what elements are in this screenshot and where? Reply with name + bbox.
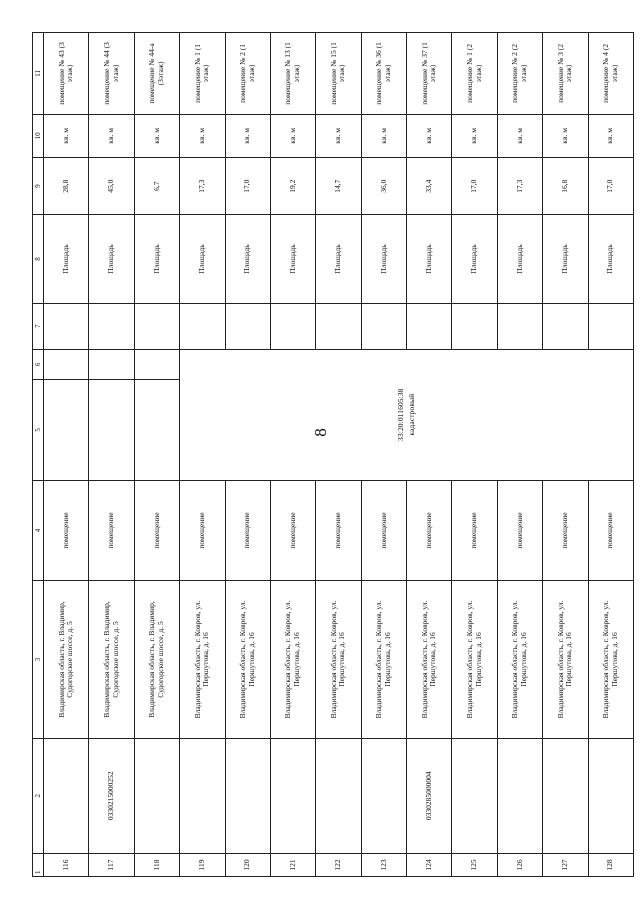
parameter-type: Площадь bbox=[497, 215, 542, 303]
empty-cell bbox=[89, 303, 134, 349]
unit-of-measure: кв. м bbox=[361, 114, 406, 157]
parameter-value: 33,4 bbox=[407, 157, 452, 215]
parameter-type: Площадь bbox=[407, 215, 452, 303]
parameter-type: Площадь bbox=[452, 215, 497, 303]
empty-cell bbox=[134, 380, 179, 481]
parameter-type: Площадь bbox=[89, 215, 134, 303]
parameter-type: Площадь bbox=[180, 215, 225, 303]
object-type: помещение bbox=[361, 480, 406, 581]
parameter-type: Площадь bbox=[134, 215, 179, 303]
object-type: помещение bbox=[316, 480, 361, 581]
column-number: 11 bbox=[33, 33, 44, 115]
parameter-value: 28,8 bbox=[44, 157, 89, 215]
row-number: 121 bbox=[270, 853, 315, 876]
empty-cell bbox=[44, 380, 89, 481]
empty-cell bbox=[225, 303, 270, 349]
parameter-type: Площадь bbox=[44, 215, 89, 303]
object-type: помещение bbox=[180, 480, 225, 581]
empty-cell bbox=[316, 303, 361, 349]
empty-cell bbox=[134, 349, 179, 379]
premises-name: помещение № 44-а (3этаж) bbox=[134, 33, 179, 115]
premises-name: помещение № 1 (1 этаж) bbox=[180, 33, 225, 115]
parameter-value: 16,8 bbox=[543, 157, 588, 215]
object-type: помещение bbox=[89, 480, 134, 581]
parameter-value: 6,7 bbox=[134, 157, 179, 215]
shared-cadastral-cell bbox=[180, 349, 634, 480]
inventory-number bbox=[497, 738, 542, 853]
empty-cell bbox=[89, 380, 134, 481]
parameter-type: Площадь bbox=[361, 215, 406, 303]
object-type: помещение bbox=[497, 480, 542, 581]
table-row bbox=[180, 33, 225, 877]
inventory-number bbox=[588, 738, 634, 853]
parameter-value: 17,0 bbox=[452, 157, 497, 215]
unit-of-measure: кв. м bbox=[270, 114, 315, 157]
column-number: 5 bbox=[33, 380, 44, 481]
column-number: 9 bbox=[33, 157, 44, 215]
unit-of-measure: кв. м bbox=[316, 114, 361, 157]
row-number: 124 bbox=[407, 853, 452, 876]
row-number: 128 bbox=[588, 853, 634, 876]
parameter-type: Площадь bbox=[270, 215, 315, 303]
premises-name: помещение № 44 (3 этаж) bbox=[89, 33, 134, 115]
parameter-type: Площадь bbox=[316, 215, 361, 303]
row-number: 116 bbox=[44, 853, 89, 876]
parameter-type: Площадь bbox=[543, 215, 588, 303]
object-address: Владимирская область, г. Ковров, ул. Першутова, д. 16 bbox=[452, 581, 497, 738]
premises-name: помещение № 36 (1 этаж) bbox=[361, 33, 406, 115]
empty-cell bbox=[44, 349, 89, 379]
table-row bbox=[89, 33, 134, 877]
premises-name: помещение № 13 (1 этаж) bbox=[270, 33, 315, 115]
parameter-type: Площадь bbox=[225, 215, 270, 303]
rotated-table-wrapper bbox=[32, 32, 634, 877]
parameter-value: 14,7 bbox=[316, 157, 361, 215]
row-number: 117 bbox=[89, 853, 134, 876]
page-number: 8 bbox=[310, 428, 330, 437]
unit-of-measure: кв. м bbox=[407, 114, 452, 157]
row-number: 127 bbox=[543, 853, 588, 876]
inventory-number: 0330285000004 bbox=[407, 738, 452, 853]
column-number: 6 bbox=[33, 349, 44, 379]
object-address: Владимирская область, г. Ковров, ул. Першутова, д. 16 bbox=[225, 581, 270, 738]
unit-of-measure: кв. м bbox=[180, 114, 225, 157]
inventory-number bbox=[361, 738, 406, 853]
premises-name: помещение № 1 (2 этаж) bbox=[452, 33, 497, 115]
premises-name: помещение № 37 (1 этаж) bbox=[407, 33, 452, 115]
row-number: 122 bbox=[316, 853, 361, 876]
object-type: помещение bbox=[407, 480, 452, 581]
parameter-value: 45,0 bbox=[89, 157, 134, 215]
empty-cell bbox=[588, 303, 634, 349]
object-address: Владимирская область, г. Ковров, ул. Першутова, д. 16 bbox=[588, 581, 634, 738]
inventory-number bbox=[270, 738, 315, 853]
object-address: Владимирская область, г. Ковров, ул. Першутова, д. 16 bbox=[543, 581, 588, 738]
inventory-number bbox=[225, 738, 270, 853]
parameter-type: Площадь bbox=[588, 215, 634, 303]
parameter-value: 19,2 bbox=[270, 157, 315, 215]
object-address: Владимирская область, г. Владимир, Судогодское шоссе, д. 5 bbox=[44, 581, 89, 738]
empty-cell bbox=[270, 303, 315, 349]
object-address: Владимирская область, г. Ковров, ул. Першутова, д. 16 bbox=[497, 581, 542, 738]
cadastral-number-type: кадастровый bbox=[406, 393, 416, 436]
column-number: 1 bbox=[33, 853, 44, 876]
unit-of-measure: кв. м bbox=[452, 114, 497, 157]
empty-cell bbox=[180, 303, 225, 349]
parameter-value: 17,0 bbox=[225, 157, 270, 215]
unit-of-measure: кв. м bbox=[543, 114, 588, 157]
unit-of-measure: кв. м bbox=[497, 114, 542, 157]
empty-cell bbox=[44, 303, 89, 349]
column-number: 3 bbox=[33, 581, 44, 738]
column-number: 4 bbox=[33, 480, 44, 581]
object-address: Владимирская область, г. Ковров, ул. Першутова, д. 16 bbox=[361, 581, 406, 738]
unit-of-measure: кв. м bbox=[134, 114, 179, 157]
row-number: 118 bbox=[134, 853, 179, 876]
unit-of-measure: кв. м bbox=[588, 114, 634, 157]
object-type: помещение bbox=[134, 480, 179, 581]
inventory-number bbox=[134, 738, 179, 853]
inventory-number bbox=[316, 738, 361, 853]
object-type: помещение bbox=[543, 480, 588, 581]
parameter-value: 36,0 bbox=[361, 157, 406, 215]
premises-name: помещение № 3 (2 этаж) bbox=[543, 33, 588, 115]
inventory-number bbox=[44, 738, 89, 853]
empty-cell bbox=[452, 303, 497, 349]
premises-name: помещение № 15 (1 этаж) bbox=[316, 33, 361, 115]
column-number: 2 bbox=[33, 738, 44, 853]
object-address: Владимирская область, г. Владимир, Судогодское шоссе, д. 5 bbox=[89, 581, 134, 738]
object-type: помещение bbox=[452, 480, 497, 581]
row-number: 123 bbox=[361, 853, 406, 876]
parameter-value: 17,3 bbox=[497, 157, 542, 215]
object-address: Владимирская область, г. Ковров, ул. Першутова, д. 16 bbox=[180, 581, 225, 738]
object-address: Владимирская область, г. Ковров, ул. Першутова, д. 16 bbox=[316, 581, 361, 738]
cadastral-number: 33:20:011605:38 bbox=[395, 388, 405, 441]
object-type: помещение bbox=[225, 480, 270, 581]
property-register-table bbox=[32, 32, 634, 877]
object-address: Владимирская область, г. Владимир, Судогодское шоссе, д. 5 bbox=[134, 581, 179, 738]
object-address: Владимирская область, г. Ковров, ул. Першутова, д. 16 bbox=[407, 581, 452, 738]
row-number: 125 bbox=[452, 853, 497, 876]
empty-cell bbox=[543, 303, 588, 349]
row-number: 126 bbox=[497, 853, 542, 876]
inventory-number: 0330215000252 bbox=[89, 738, 134, 853]
table-row bbox=[134, 33, 179, 877]
unit-of-measure: кв. м bbox=[225, 114, 270, 157]
premises-name: помещение № 2 (1 этаж) bbox=[225, 33, 270, 115]
parameter-value: 17,3 bbox=[180, 157, 225, 215]
inventory-number bbox=[452, 738, 497, 853]
column-number: 7 bbox=[33, 303, 44, 349]
inventory-number bbox=[180, 738, 225, 853]
unit-of-measure: кв. м bbox=[89, 114, 134, 157]
premises-name: помещение № 4 (2 этаж) bbox=[588, 33, 634, 115]
premises-name: помещение № 43 (3 этаж) bbox=[44, 33, 89, 115]
column-number: 8 bbox=[33, 215, 44, 303]
table-row bbox=[44, 33, 89, 877]
object-type: помещение bbox=[588, 480, 634, 581]
empty-cell bbox=[407, 303, 452, 349]
unit-of-measure: кв. м bbox=[44, 114, 89, 157]
empty-cell bbox=[134, 303, 179, 349]
row-number: 120 bbox=[225, 853, 270, 876]
empty-cell bbox=[89, 349, 134, 379]
empty-cell bbox=[497, 303, 542, 349]
row-number: 119 bbox=[180, 853, 225, 876]
object-address: Владимирская область, г. Ковров, ул. Першутова, д. 16 bbox=[270, 581, 315, 738]
inventory-number bbox=[543, 738, 588, 853]
empty-cell bbox=[361, 303, 406, 349]
parameter-value: 17,0 bbox=[588, 157, 634, 215]
object-type: помещение bbox=[270, 480, 315, 581]
column-number: 10 bbox=[33, 114, 44, 157]
premises-name: помещение № 2 (2 этаж) bbox=[497, 33, 542, 115]
object-type: помещение bbox=[44, 480, 89, 581]
column-number-row bbox=[33, 33, 44, 877]
